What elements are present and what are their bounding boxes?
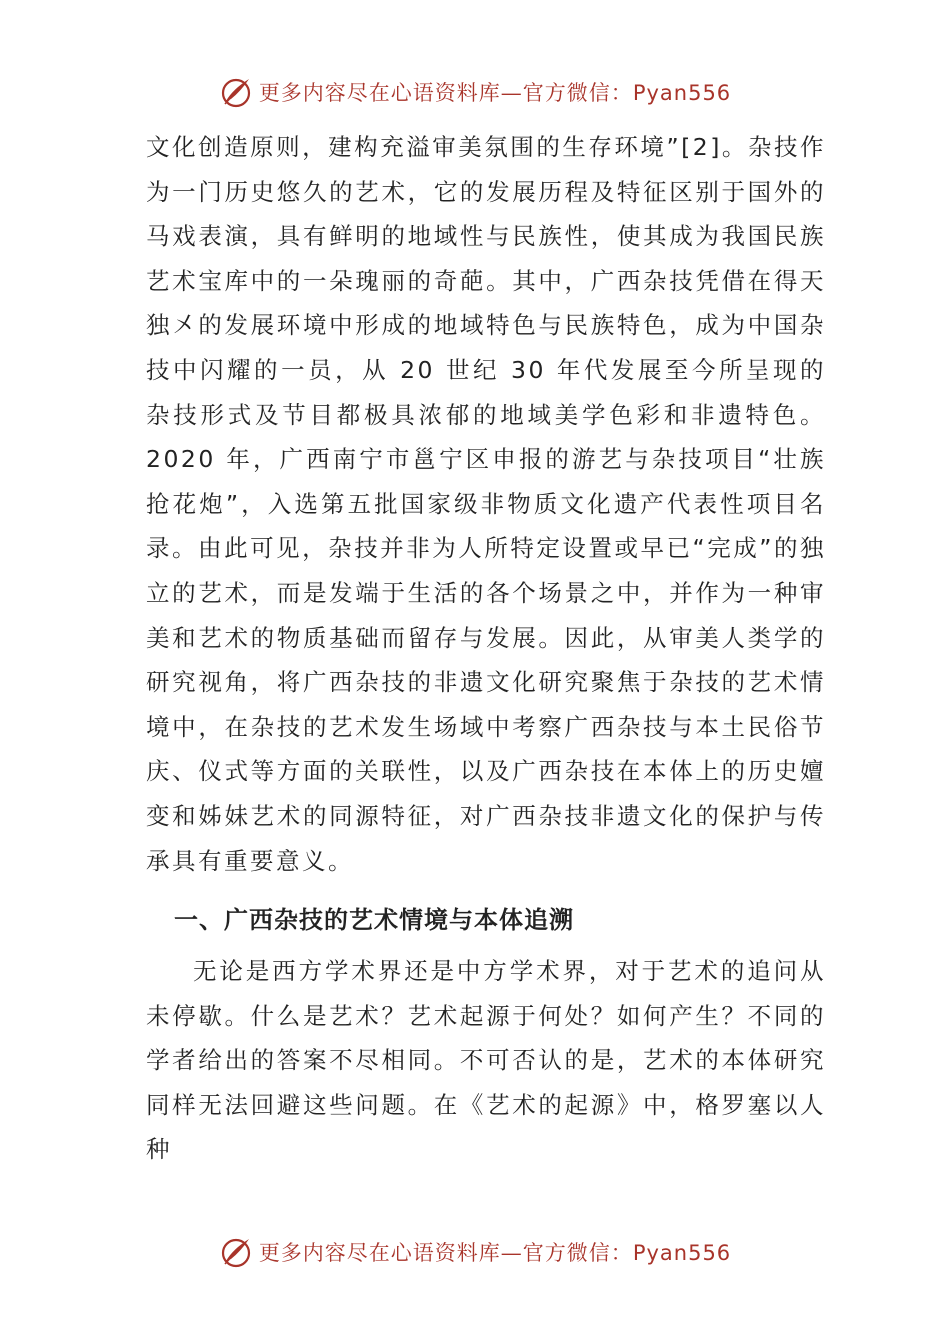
quill-ink-logo-icon xyxy=(219,75,253,109)
watermark-text xyxy=(259,1237,731,1267)
footer-watermark xyxy=(0,1232,950,1272)
watermark-text xyxy=(259,77,731,107)
watermark-brand: 更多内容尽在心语资料库—官方微信： xyxy=(258,81,633,105)
watermark-brand: 更多内容尽在心语资料库—官方微信： xyxy=(258,1241,633,1265)
section-heading: 一、广西杂技的艺术情境与本体追溯 xyxy=(174,906,574,935)
article-body xyxy=(146,125,826,1172)
watermark-handle: Pyan556 xyxy=(632,81,732,105)
quill-ink-logo-icon xyxy=(219,1235,253,1269)
header-watermark xyxy=(0,72,950,112)
watermark-handle: Pyan556 xyxy=(632,1241,732,1265)
body-paragraph: 文化创造原则，建构充溢审美氛围的生存环境”[2]。杂技作为一门历史悠久的艺术，它的发展历程及特征区别于国外的马戏表演，具有鲜明的地域性与民族性，使其成为我国民族艺术宝库中的一朵瑰丽的奇葩。其中，广西杂技凭借在得天独㐅的发展环境中形成的地域特色与民族特色，成为中国杂技中闪耀的一员，从 20 世纪 30 年代发展至今所呈现的杂技形式及节目都极具浓郁的地域美学色彩和非遗特色。2020 年，广西南宁市邕宁区申报的游艺与杂技项目“壮族抢花炮”，入选第五批国家级非物质文化遗产代表性项目名录。由此可见，杂技并非为人所特定设置或早已“完成”的独立的艺术，而是发端于生活的各个场景之中，并作为一种审美和艺术的物质基础而留存与发展。因此，从审美人类学的研究视角，将广西杂技的非遗文化研究聚焦于杂技的艺术情境中，在杂技的艺术发生场域中考察广西杂技与本土民俗节庆、仪式等方面的关联性，以及广西杂技在本体上的历史嬗变和姊妹艺术的同源特征，对广西杂技非遗文化的保护与传承具有重要意义。 xyxy=(146,133,826,875)
body-paragraph: 无论是西方学术界还是中方学术界，对于艺术的追问从未停歇。什么是艺术？艺术起源于何处？如何产生？不同的学者给出的答案不尽相同。不可否认的是，艺术的本体研究同样无法回避这些问题。在《艺术的起源》中，格罗塞以人种 xyxy=(146,957,826,1164)
